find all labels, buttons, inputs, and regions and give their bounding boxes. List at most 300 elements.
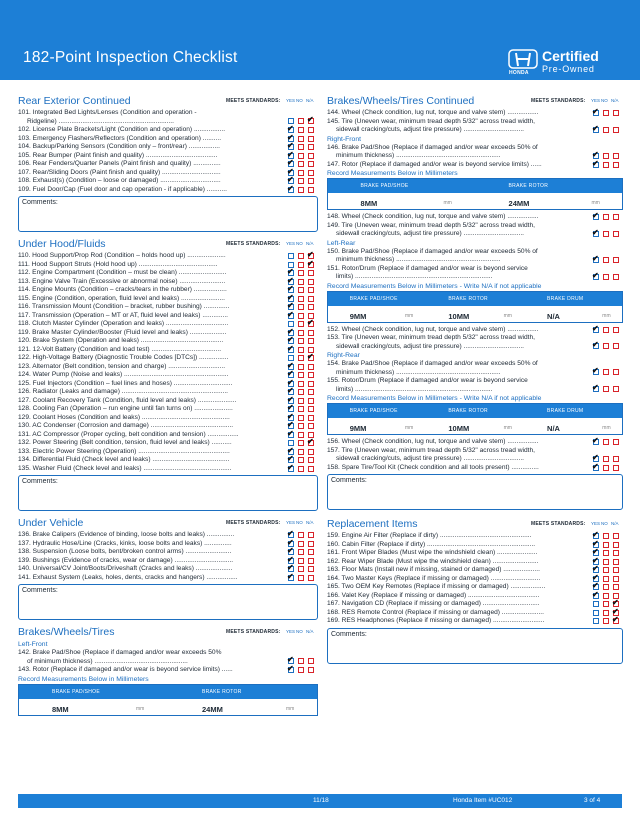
section-2 xyxy=(18,517,318,620)
no-checkbox[interactable] xyxy=(603,231,609,237)
checkmark-icon: ✔ xyxy=(287,292,294,302)
no-checkbox[interactable] xyxy=(298,364,304,370)
item-text: 133. Electric Power Steering (Operation) .................................................. xyxy=(18,447,230,455)
na-checkbox[interactable] xyxy=(308,136,314,142)
item-text: 142. Brake Pad/Shoe (Replace if damaged and/or wear exceeds 50% xyxy=(18,649,222,656)
measurement-value[interactable]: 10MM xyxy=(448,424,470,433)
status-checkboxes xyxy=(592,270,621,281)
measurement-unit: mm xyxy=(404,312,414,319)
measurement-value[interactable]: 24MM xyxy=(202,704,223,714)
position-subheading: Left-Rear xyxy=(327,239,356,247)
item-text: 104. Backup/Parking Sensors (Condition only – front/rear) ................. xyxy=(18,143,220,150)
yes-column-label: YES xyxy=(286,98,296,103)
no-checkbox[interactable] xyxy=(298,144,304,150)
no-checkbox[interactable] xyxy=(298,667,304,673)
item-text: 127. Coolant Recovery Tank (Condition, fluid level and leaks) ..................... xyxy=(18,396,237,404)
checklist-item xyxy=(327,118,623,135)
section-header xyxy=(327,518,623,532)
no-checkbox[interactable] xyxy=(298,338,304,344)
item-text-continued: sidewall cracking/cuts, adjust tire pressure) ................................. xyxy=(336,230,524,237)
checkmark-icon: ✔ xyxy=(592,589,599,599)
item-text: 126. Radiator (Leaks and damage) .......................................................... xyxy=(18,388,228,395)
no-checkbox[interactable] xyxy=(298,287,304,293)
item-text: 157. Tire (Uneven wear, minimum tread depth 5/32" across tread width, xyxy=(327,446,535,454)
item-text: 129. Coolant Hoses (Condition and leaks) ................................................ xyxy=(18,413,230,421)
header-banner xyxy=(0,0,640,80)
checklist-item xyxy=(18,343,318,355)
honda-certified-logo xyxy=(508,49,628,75)
no-checkbox[interactable] xyxy=(603,327,609,333)
checkmark-icon: ✔ xyxy=(287,158,294,167)
no-checkbox[interactable] xyxy=(298,381,304,387)
item-text: 161. Front Wiper Blades (Must wipe the windshield clean) ...................... xyxy=(327,549,538,556)
item-text: 101. Integrated Bed Lights/Lenses (Condition and operation - xyxy=(18,109,197,116)
checklist-item xyxy=(327,377,623,394)
na-checkbox[interactable] xyxy=(613,386,619,392)
na-checkbox[interactable] xyxy=(308,161,314,167)
checkmark-icon: ✔ xyxy=(287,166,294,176)
item-text: 141. Exhaust System (Leaks, holes, dents, cracks and hangers) ................. xyxy=(18,573,238,581)
checklist-item xyxy=(18,666,318,675)
na-checkbox[interactable] xyxy=(308,415,314,421)
checklist-item xyxy=(327,549,623,558)
checkmark-icon: ✔ xyxy=(287,141,294,150)
na-checkbox[interactable] xyxy=(613,567,619,573)
checkmark-icon: ✔ xyxy=(592,383,599,392)
no-checkbox[interactable] xyxy=(603,214,609,220)
na-checkbox[interactable] xyxy=(308,658,314,664)
measurement-column-label: BRAKE DRUM xyxy=(547,295,584,302)
meets-standards-label: MEETS STANDARDS: xyxy=(226,98,281,104)
item-text-continued: Ridgeline) ............................................................... xyxy=(27,117,174,125)
no-checkbox[interactable] xyxy=(298,658,304,664)
no-checkbox[interactable] xyxy=(603,576,609,582)
comments-box[interactable] xyxy=(327,628,623,664)
checklist-item xyxy=(18,126,318,135)
na-checkbox[interactable] xyxy=(308,187,314,193)
no-column-label: NO xyxy=(296,241,303,246)
section-title: Under Vehicle xyxy=(18,517,84,529)
no-column-label: NO xyxy=(601,521,608,526)
na-checkbox[interactable] xyxy=(308,466,314,472)
no-checkbox[interactable] xyxy=(298,253,304,259)
yes-checkbox[interactable] xyxy=(593,610,599,616)
measurement-column-label: BRAKE PAD/SHOE xyxy=(349,295,398,302)
measurement-unit: mm xyxy=(286,705,295,712)
na-checkbox[interactable] xyxy=(613,343,619,349)
no-checkbox[interactable] xyxy=(298,118,304,124)
no-column-label: NO xyxy=(296,98,303,103)
na-checkbox[interactable] xyxy=(308,398,314,404)
checkmark-icon: ✔ xyxy=(592,227,599,237)
position-subheading: Right-Front xyxy=(327,135,361,143)
no-checkbox[interactable] xyxy=(298,457,304,463)
no-checkbox[interactable] xyxy=(298,279,304,285)
checklist-item xyxy=(18,649,318,666)
no-checkbox[interactable] xyxy=(298,178,304,184)
item-text: 102. License Plate Brackets/Light (Condition and operation) ................. xyxy=(18,126,226,133)
measurement-value[interactable]: 24MM xyxy=(508,199,530,208)
yes-column-label: YES xyxy=(286,629,296,634)
na-checkbox[interactable] xyxy=(308,304,314,310)
checkmark-icon: ✔ xyxy=(592,107,599,116)
item-text: 138. Suspension (Loose bolts, bent/broken control arms) ......................... xyxy=(18,548,232,555)
no-checkbox[interactable] xyxy=(298,532,304,538)
checkmark-icon: ✔ xyxy=(307,258,314,268)
checklist-item xyxy=(327,606,623,618)
no-checkbox[interactable] xyxy=(298,372,304,378)
no-checkbox[interactable] xyxy=(298,415,304,421)
section-header xyxy=(18,95,318,109)
na-checkbox[interactable] xyxy=(613,214,619,220)
na-checkbox[interactable] xyxy=(613,231,619,237)
item-text: 164. Two Master Keys (Replace if missing or damaged) ........................... xyxy=(327,574,541,582)
na-checkbox[interactable] xyxy=(308,178,314,184)
na-checkbox[interactable] xyxy=(613,550,619,556)
measurement-value[interactable]: 10MM xyxy=(448,311,470,321)
na-checkbox[interactable] xyxy=(308,389,314,395)
checklist-item xyxy=(18,394,318,406)
no-checkbox[interactable] xyxy=(603,465,609,471)
item-text: 112. Engine Compartment (Condition – must be clean) .......................... xyxy=(18,269,227,276)
measurement-column-label: BRAKE ROTOR xyxy=(448,408,488,414)
na-checkbox[interactable] xyxy=(613,439,619,445)
na-checkbox[interactable] xyxy=(308,330,314,336)
yes-checkbox[interactable] xyxy=(593,601,599,607)
na-checkbox[interactable] xyxy=(308,558,314,564)
checklist-item xyxy=(18,286,318,295)
na-checkbox[interactable] xyxy=(308,532,314,538)
na-checkbox[interactable] xyxy=(308,381,314,387)
measurement-unit: mm xyxy=(503,425,512,431)
no-checkbox[interactable] xyxy=(298,153,304,159)
no-checkbox[interactable] xyxy=(603,343,609,349)
item-text: 122. High-Voltage Battery (Diagnostic Trouble Codes [DTCs]) ................ xyxy=(18,354,229,361)
na-checkbox[interactable] xyxy=(308,279,314,285)
status-checkboxes xyxy=(592,383,621,393)
measurement-value[interactable]: 9MM xyxy=(349,424,367,433)
no-checkbox[interactable] xyxy=(298,296,304,302)
checkmark-icon: ✔ xyxy=(287,369,294,378)
no-checkbox[interactable] xyxy=(298,549,304,555)
checkmark-icon: ✔ xyxy=(287,563,294,572)
checkmark-icon: ✔ xyxy=(287,175,294,184)
item-text: 163. Floor Mats (Install new if missing, stained or damaged) .................... xyxy=(327,566,540,573)
item-text: 113. Engine Valve Train (Excessive or abnormal noise) ......................... xyxy=(18,277,226,285)
na-checkbox[interactable] xyxy=(613,559,619,565)
na-checkbox[interactable] xyxy=(308,364,314,370)
checklist-item xyxy=(18,388,318,397)
measurement-unit: mm xyxy=(602,425,611,431)
na-checkbox[interactable] xyxy=(308,667,314,673)
no-checkbox[interactable] xyxy=(603,110,609,116)
no-checkbox[interactable] xyxy=(298,262,304,268)
status-checkboxes xyxy=(592,323,621,334)
no-checkbox[interactable] xyxy=(298,566,304,572)
item-text: 148. Wheel (Check condition, lug nut, torque and valve stem) ................. xyxy=(327,213,539,220)
item-text: 158. Spare Tire/Tool Kit (Check condition and all tools present) ............... xyxy=(327,463,539,471)
item-text: 144. Wheel (Check condition, lug nut, torque and valve stem) ................. xyxy=(327,109,539,116)
no-checkbox[interactable] xyxy=(603,456,609,462)
checkmark-icon: ✔ xyxy=(287,462,294,472)
item-text: 149. Tire (Uneven wear, minimum tread depth 5/32" across tread width, xyxy=(327,221,535,229)
measurement-table xyxy=(327,291,623,323)
na-checkbox[interactable] xyxy=(613,127,619,133)
no-checkbox[interactable] xyxy=(298,127,304,133)
status-checkboxes xyxy=(593,615,621,625)
checklist-item xyxy=(327,323,623,335)
checkmark-icon: ✔ xyxy=(287,445,294,455)
preowned-text: Pre-Owned xyxy=(542,64,595,74)
no-checkbox[interactable] xyxy=(603,567,609,573)
checklist-item xyxy=(18,439,318,448)
no-checkbox[interactable] xyxy=(603,593,609,599)
certified-text: Certified xyxy=(542,48,599,64)
no-checkbox[interactable] xyxy=(298,406,304,412)
item-text: 103. Emergency Flashers/Reflectors (Condition and operation) .......... xyxy=(18,134,222,142)
status-checkboxes xyxy=(287,571,316,582)
no-checkbox[interactable] xyxy=(298,389,304,395)
na-checkbox[interactable] xyxy=(308,338,314,344)
item-text-continued: sidewall cracking/cuts, adjust tire pressure) ................................. xyxy=(336,342,524,350)
checklist-item xyxy=(327,583,623,592)
no-checkbox[interactable] xyxy=(603,533,609,539)
checkmark-icon: ✔ xyxy=(612,598,619,607)
no-checkbox[interactable] xyxy=(603,618,609,624)
comments-box[interactable] xyxy=(327,474,623,510)
no-checkbox[interactable] xyxy=(603,386,609,392)
na-checkbox[interactable] xyxy=(613,584,619,590)
checkmark-icon: ✔ xyxy=(307,352,314,361)
no-checkbox[interactable] xyxy=(603,601,609,607)
no-checkbox[interactable] xyxy=(298,355,304,361)
na-checkbox[interactable] xyxy=(613,542,619,548)
na-checkbox[interactable] xyxy=(613,369,619,375)
checklist-item xyxy=(18,149,318,161)
item-text: 166. Valet Key (Replace if missing or damaged) ....................................... xyxy=(327,591,540,599)
status-checkboxes xyxy=(287,664,316,674)
checklist-item xyxy=(327,589,623,601)
no-checkbox[interactable] xyxy=(298,449,304,455)
no-checkbox[interactable] xyxy=(298,187,304,193)
checklist-item xyxy=(18,565,318,574)
na-column-label: N/A xyxy=(611,98,619,103)
na-checkbox[interactable] xyxy=(613,456,619,462)
na-checkbox[interactable] xyxy=(308,287,314,293)
no-checkbox[interactable] xyxy=(298,136,304,142)
no-checkbox[interactable] xyxy=(603,162,609,168)
checkmark-icon: ✔ xyxy=(592,323,599,333)
na-checkbox[interactable] xyxy=(308,449,314,455)
no-checkbox[interactable] xyxy=(603,369,609,375)
na-checkbox[interactable] xyxy=(613,274,619,280)
section-header xyxy=(18,517,318,531)
na-checkbox[interactable] xyxy=(613,576,619,582)
no-checkbox[interactable] xyxy=(298,330,304,336)
no-checkbox[interactable] xyxy=(298,170,304,176)
checkmark-icon: ✔ xyxy=(287,655,294,664)
checklist-item xyxy=(18,275,318,287)
checklist-item xyxy=(18,252,318,261)
no-checkbox[interactable] xyxy=(298,347,304,353)
checklist-item xyxy=(18,371,318,380)
checklist-item xyxy=(327,617,623,626)
no-checkbox[interactable] xyxy=(603,439,609,445)
checklist-item xyxy=(18,269,318,278)
item-text: 118. Clutch Master Cylinder (Operation and leaks) .................................. xyxy=(18,320,229,327)
measurement-value[interactable]: N/A xyxy=(547,424,560,433)
no-checkbox[interactable] xyxy=(298,440,304,446)
checkmark-icon: ✔ xyxy=(307,437,314,446)
item-text: 167. Navigation CD (Replace if missing or damaged) ............................... xyxy=(327,600,540,607)
item-text: 124. Water Pump (Noise and leaks) ......................................................... xyxy=(18,371,229,378)
na-checkbox[interactable] xyxy=(613,153,619,159)
no-checkbox[interactable] xyxy=(603,127,609,133)
checklist-item xyxy=(18,183,318,195)
checkmark-icon: ✔ xyxy=(287,149,294,159)
no-checkbox[interactable] xyxy=(298,558,304,564)
no-checkbox[interactable] xyxy=(603,274,609,280)
checkmark-icon: ✔ xyxy=(287,554,294,564)
checkmark-icon: ✔ xyxy=(592,436,599,445)
no-checkbox[interactable] xyxy=(603,550,609,556)
na-column-label: N/A xyxy=(306,241,314,246)
no-checkbox[interactable] xyxy=(298,398,304,404)
section-title: Brakes/Wheels/Tires Continued xyxy=(327,95,475,107)
na-checkbox[interactable] xyxy=(308,566,314,572)
checklist-item xyxy=(327,248,623,265)
no-checkbox[interactable] xyxy=(603,610,609,616)
na-checkbox[interactable] xyxy=(308,372,314,378)
section-title: Replacement Items xyxy=(327,518,418,530)
no-checkbox[interactable] xyxy=(298,541,304,547)
meets-standards-label: MEETS STANDARDS: xyxy=(531,521,586,527)
checklist-item xyxy=(18,531,318,540)
checkmark-icon: ✔ xyxy=(287,124,294,133)
checkmark-icon: ✔ xyxy=(287,403,294,412)
na-checkbox[interactable] xyxy=(613,327,619,333)
no-column-label: NO xyxy=(296,520,303,525)
comments-label: Comments: xyxy=(331,477,367,484)
no-checkbox[interactable] xyxy=(298,575,304,581)
measurement-column-label: BRAKE PAD/SHOE xyxy=(52,688,101,695)
na-checkbox[interactable] xyxy=(613,110,619,116)
checkmark-icon: ✔ xyxy=(592,340,599,349)
checklist-item xyxy=(327,360,623,377)
item-text: 107. Rear/Sliding Doors (Paint finish and quality) ................................ xyxy=(18,168,221,176)
no-checkbox[interactable] xyxy=(298,161,304,167)
no-column-label: NO xyxy=(601,98,608,103)
measurement-value[interactable]: 9MM xyxy=(349,311,367,321)
checklist-item xyxy=(327,461,623,473)
checklist-item xyxy=(18,177,318,186)
checkmark-icon: ✔ xyxy=(287,394,294,404)
item-text: 106. Rear Fenders/Quarter Panels (Paint finish and quality) ............... xyxy=(18,160,221,167)
measurement-value[interactable]: 8MM xyxy=(360,199,378,208)
na-checkbox[interactable] xyxy=(308,270,314,276)
na-checkbox[interactable] xyxy=(308,541,314,547)
checklist-item xyxy=(18,537,318,549)
item-text: 151. Rotor/Drum (Replace if damaged and/or wear is beyond service xyxy=(327,264,528,272)
left-column xyxy=(18,95,318,722)
checkmark-icon: ✔ xyxy=(592,270,599,280)
right-column xyxy=(327,95,623,664)
item-text: 145. Tire (Uneven wear, minimum tread depth 5/32" across tread width, xyxy=(327,117,535,125)
checklist-item xyxy=(18,166,318,178)
checkmark-icon: ✔ xyxy=(287,454,294,463)
page-title: 182-Point Inspection Checklist xyxy=(23,49,238,66)
na-checkbox[interactable] xyxy=(613,162,619,168)
na-checkbox[interactable] xyxy=(308,144,314,150)
no-checkbox[interactable] xyxy=(298,432,304,438)
na-checkbox[interactable] xyxy=(308,406,314,412)
na-checkbox[interactable] xyxy=(308,457,314,463)
na-checkbox[interactable] xyxy=(613,257,619,263)
comments-label: Comments: xyxy=(22,587,58,594)
na-checkbox[interactable] xyxy=(308,170,314,176)
item-text: 140. Universal/CV Joint/Boots/Driveshaft (Cracks and leaks) .................... xyxy=(18,565,233,572)
checklist-item xyxy=(18,445,318,457)
comments-box[interactable] xyxy=(18,584,318,620)
item-text: 108. Exhaust(s) (Condition – loose or damaged) ................................. xyxy=(18,177,221,184)
status-checkboxes xyxy=(592,227,621,238)
no-checkbox[interactable] xyxy=(603,257,609,263)
checklist-item xyxy=(327,555,623,567)
no-checkbox[interactable] xyxy=(298,423,304,429)
na-checkbox[interactable] xyxy=(308,153,314,159)
no-checkbox[interactable] xyxy=(298,321,304,327)
no-checkbox[interactable] xyxy=(603,153,609,159)
na-checkbox[interactable] xyxy=(613,465,619,471)
na-checkbox[interactable] xyxy=(308,423,314,429)
measurement-value[interactable]: N/A xyxy=(547,311,560,321)
section-0 xyxy=(18,95,318,232)
item-text: 143. Rotor (Replace if damaged and/or wear is beyond service limits) ...... xyxy=(18,666,233,673)
no-checkbox[interactable] xyxy=(603,559,609,565)
checklist-item xyxy=(18,303,318,312)
yes-checkbox[interactable] xyxy=(593,618,599,624)
no-checkbox[interactable] xyxy=(603,584,609,590)
na-checkbox[interactable] xyxy=(308,127,314,133)
na-checkbox[interactable] xyxy=(308,296,314,302)
comments-box[interactable] xyxy=(18,196,318,232)
item-text: 115. Engine (Condition, operation, fluid level and leaks) ........................ xyxy=(18,294,225,302)
item-text: 130. AC Condenser (Corrosion and damage) ............................................. xyxy=(18,422,234,429)
comments-box[interactable] xyxy=(18,475,318,511)
status-checkboxes xyxy=(592,107,621,117)
no-checkbox[interactable] xyxy=(298,270,304,276)
no-checkbox[interactable] xyxy=(298,304,304,310)
na-checkbox[interactable] xyxy=(308,549,314,555)
measurement-value[interactable]: 8MM xyxy=(52,704,69,714)
no-checkbox[interactable] xyxy=(298,466,304,472)
checklist-item xyxy=(327,213,623,222)
item-text: 121. 12-Volt Battery (Condition and load test) ...................................... xyxy=(18,345,222,353)
meets-standards-label: MEETS STANDARDS: xyxy=(226,520,281,526)
item-text: 120. Brake System (Operation and leaks) ............................................. xyxy=(18,337,224,344)
item-text: 160. Cabin Filter (Replace if dirty) ........................................................... xyxy=(327,540,536,548)
item-text: 137. Hydraulic Hose/Line (Cracks, kinks, loose bolts and leaks) ............... xyxy=(18,539,232,547)
no-checkbox[interactable] xyxy=(298,313,304,319)
item-text: 111. Hood Support Struts (Hold hood up) ........................................... xyxy=(18,260,218,268)
no-checkbox[interactable] xyxy=(603,542,609,548)
yes-checkbox[interactable] xyxy=(288,253,294,259)
section-header xyxy=(18,626,318,640)
na-checkbox[interactable] xyxy=(613,533,619,539)
item-text: 165. Two OEM Key Remotes (Replace if missing or damaged) ................... xyxy=(327,583,546,590)
checkmark-icon: ✔ xyxy=(592,253,599,263)
na-checkbox[interactable] xyxy=(308,575,314,581)
